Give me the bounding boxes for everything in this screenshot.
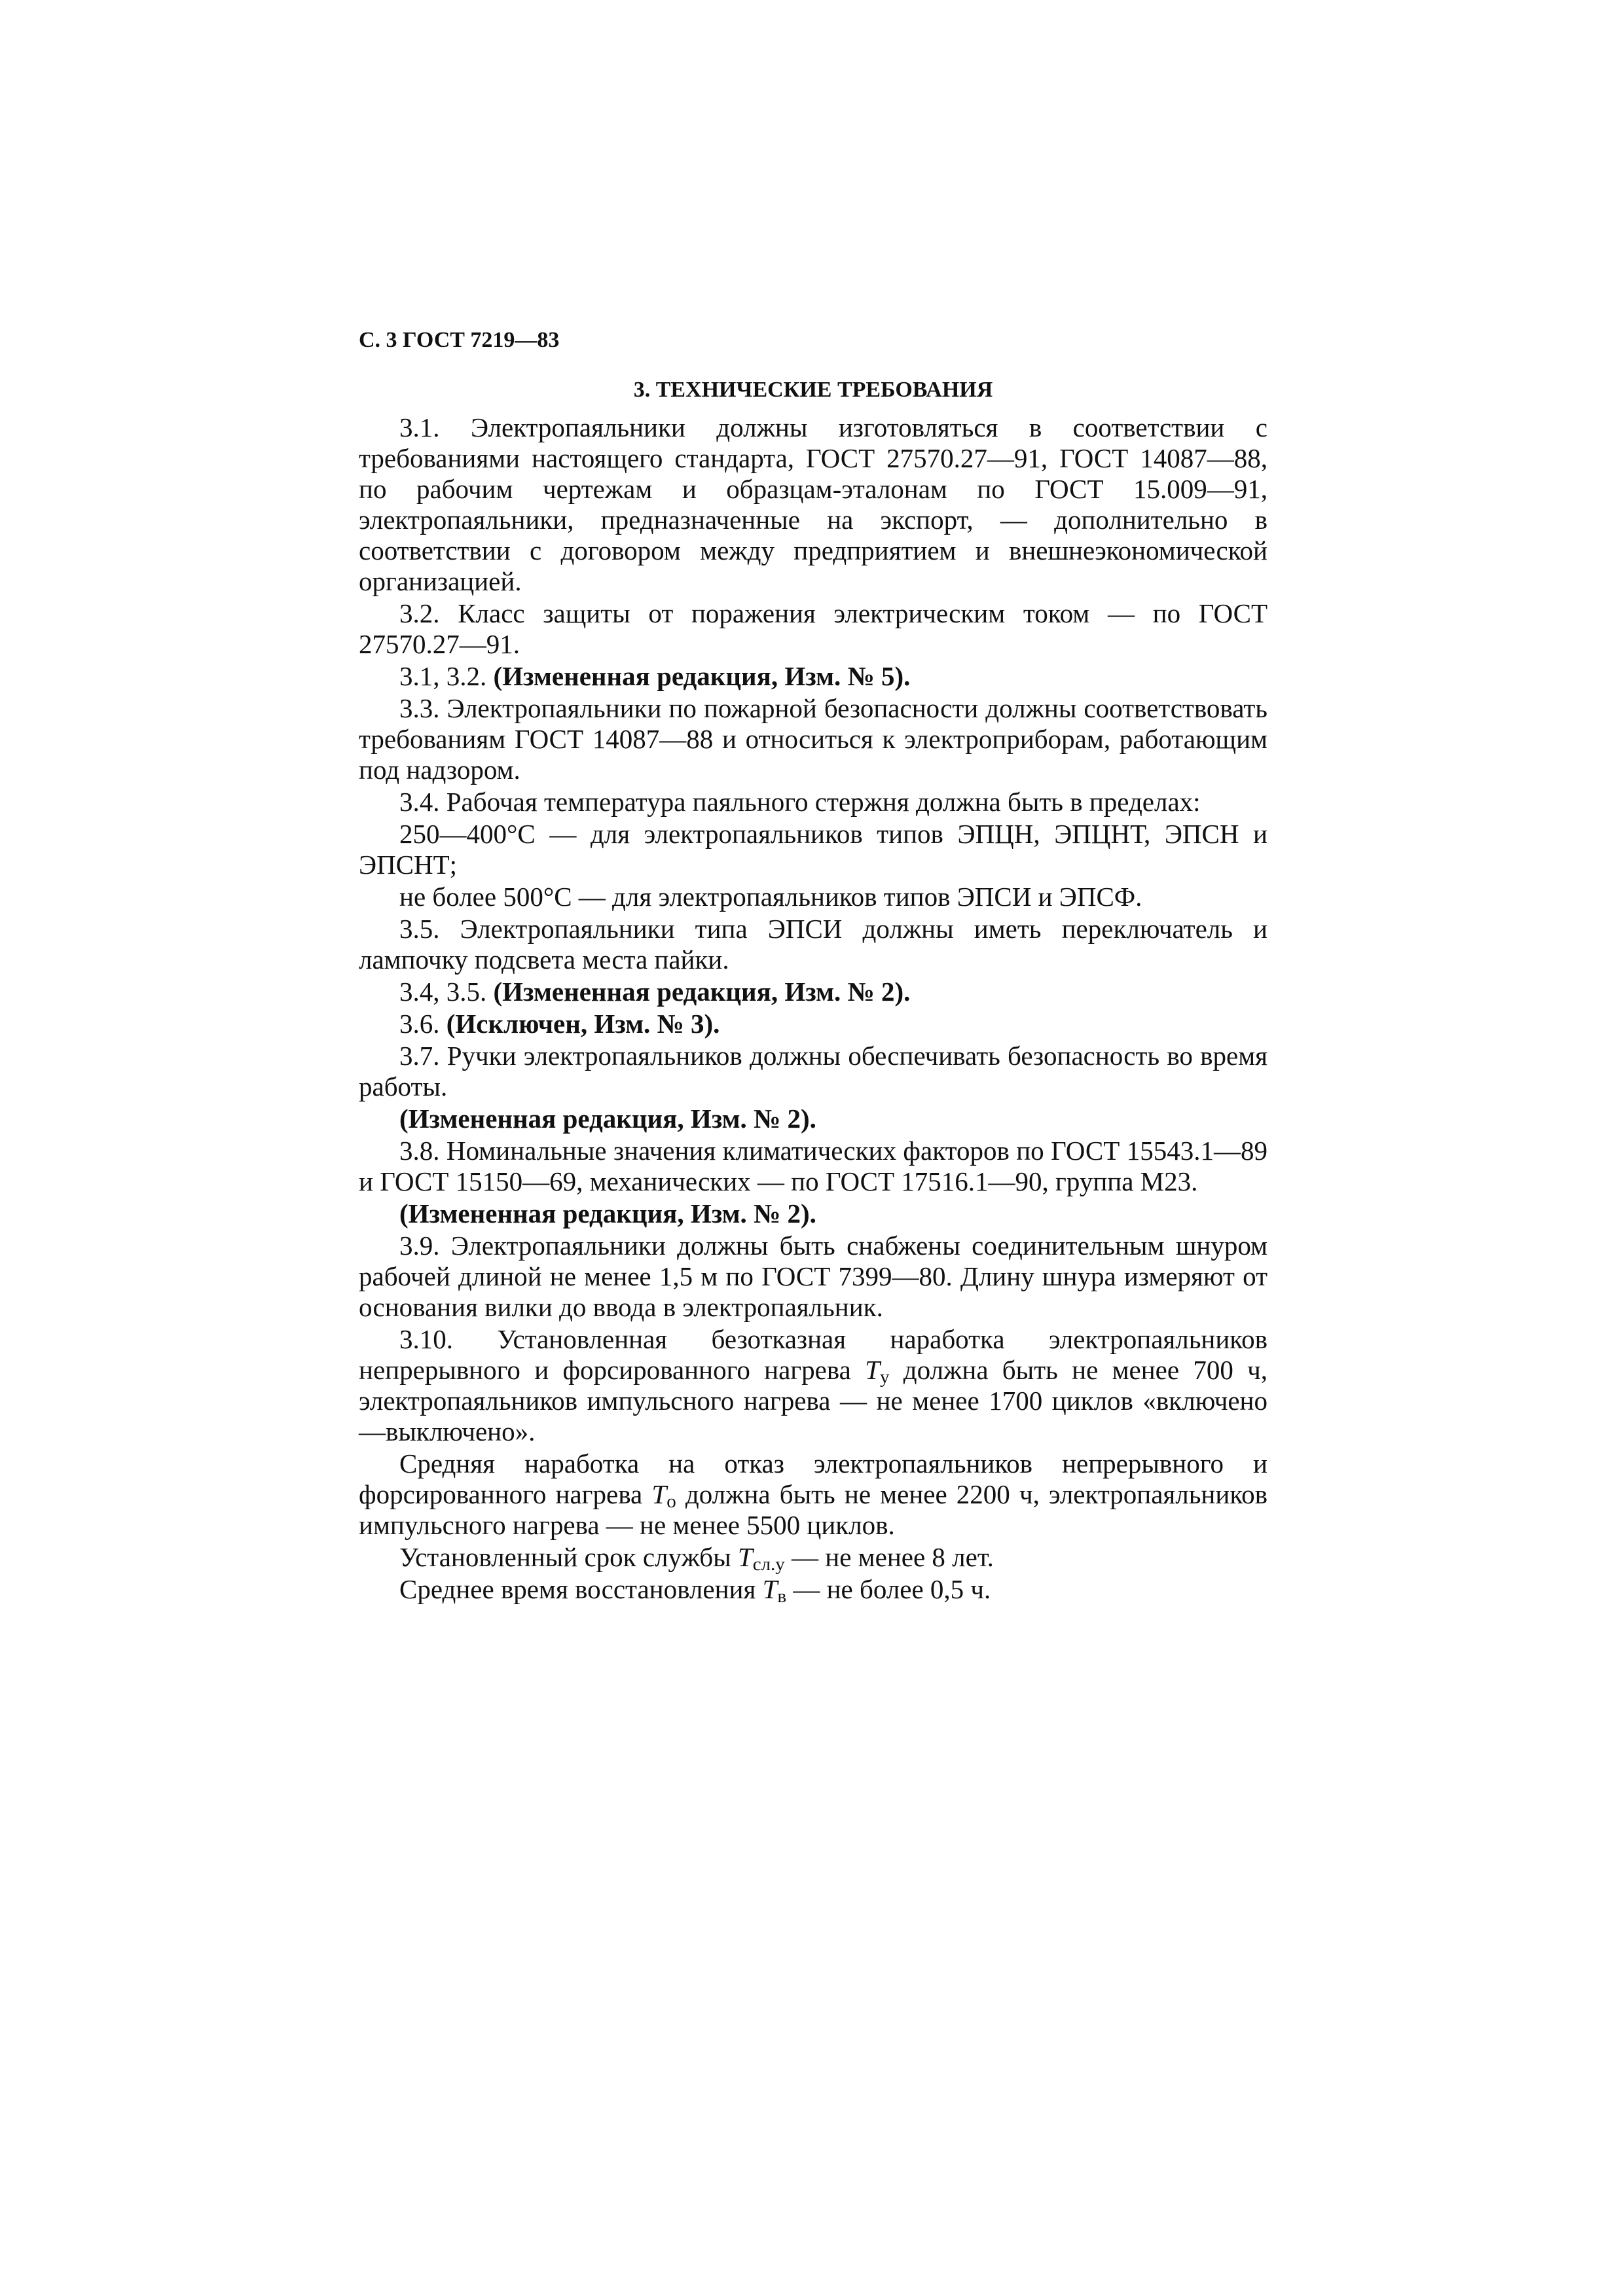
symbol-subscript: у [879,1367,890,1388]
amendment-note-3-8 [359,1198,1267,1229]
paragraph-3-4-item-b: не более 500°С — для электропаяльников типов ЭПСИ и ЭПСФ. [399,882,1142,912]
paragraph-text: — не менее 8 лет. [792,1542,994,1572]
paragraph-text: должна быть не менее 700 ч, электропаяльников импульсного нагрева — не менее 1700 циклов «включено—выключено». [359,1355,1268,1446]
running-head: С. 3 ГОСТ 7219—83 [359,328,560,352]
paragraph-3-1: 3.1. Электропаяльники должны изготовляться в соответствии с требованиями настоящего стандарта, ГОСТ 27570.27—91, ГОСТ 14087—88, по рабочим чертежам и образцам-эталонам по ГОСТ 15.009—91, электропаяльники, предназначенные на экспорт, — дополнительно в соответствии с договором между предприятием и внешнеэкономической организацией. [359,412,1267,596]
amendment-text: (Измененная редакция, Изм. № 2). [493,977,911,1007]
paragraph-text: — не более 0,5 ч. [793,1574,991,1604]
amendment-number: 3.1, 3.2. [399,661,487,691]
paragraph-text: Среднее время восстановления [399,1574,756,1604]
paragraph-3-4: 3.4. Рабочая температура паяльного стержня должна быть в пределах: [399,787,1201,817]
paragraph-number: 3.6. [399,1009,440,1039]
symbol-T: T [651,1479,667,1509]
amendment-note-3-1-3-2 [359,661,1267,692]
paragraph-text: 3.10. Установленная безотказная наработка электропаяльников непрерывного и форсированного нагрева [359,1324,1267,1385]
symbol-T: T [762,1574,778,1604]
amendment-note-3-4-3-5 [359,977,1267,1007]
paragraph-3-2: 3.2. Класс защиты от поражения электрическим током — по ГОСТ 27570.27—91. [359,598,1267,659]
paragraph-text: Средняя наработка на отказ электропаяльников непрерывного и форсированного нагрева [359,1448,1267,1509]
paragraph-3-3: 3.3. Электропаяльники по пожарной безопасности должны соответствовать требованиям ГОСТ 14087—88 и относиться к электроприборам, работающим под надзором. [359,693,1267,785]
paragraph-3-8: 3.8. Номинальные значения климатических факторов по ГОСТ 15543.1—89 и ГОСТ 15150—69, механических — по ГОСТ 17516.1—90, группа М23. [359,1136,1267,1196]
paragraph-3-7: 3.7. Ручки электропаяльников должны обеспечивать безопасность во время работы. [359,1041,1267,1102]
symbol-subscript: в [777,1586,787,1607]
paragraph-service-life [359,1542,1267,1573]
paragraph-text: Установленный срок службы [399,1542,731,1572]
symbol-T: T [865,1355,880,1385]
paragraph-3-5: 3.5. Электропаяльники типа ЭПСИ должны иметь переключатель и лампочку подсвета места пайки. [359,914,1267,975]
document-page [359,327,1267,1606]
symbol-subscript: сл.у [752,1554,785,1575]
amendment-number: 3.4, 3.5. [399,977,487,1007]
amendment-text: (Измененная редакция, Изм. № 5). [493,661,911,691]
amendment-text: (Измененная редакция, Изм. № 2). [399,1198,816,1229]
amendment-note-3-7 [359,1103,1267,1134]
amendment-text: (Измененная редакция, Изм. № 2). [399,1103,816,1134]
paragraph-restore-time [359,1574,1267,1605]
symbol-T: T [737,1542,753,1572]
excluded-note: (Исключен, Изм. № 3). [446,1009,720,1039]
paragraph-3-10 [359,1324,1267,1447]
paragraph-3-6 [359,1009,1267,1039]
paragraph-mtbf [359,1448,1267,1541]
paragraph-3-9: 3.9. Электропаяльники должны быть снабжены соединительным шнуром рабочей длиной не менее 1,5 м по ГОСТ 7399—80. Длину шнура измеряют от основания вилки до ввода в электропаяльник. [359,1230,1267,1322]
paragraph-3-4-item-a: 250—400°С — для электропаяльников типов ЭПЦН, ЭПЦНТ, ЭПСН и ЭПСНТ; [359,819,1267,880]
section-title: 3. ТЕХНИЧЕСКИЕ ТРЕБОВАНИЯ [633,378,993,402]
paragraph-text: должна быть не менее 2200 ч, электропаяльников импульсного нагрева — не менее 5500 циклов. [359,1479,1268,1540]
symbol-subscript: о [666,1491,676,1512]
